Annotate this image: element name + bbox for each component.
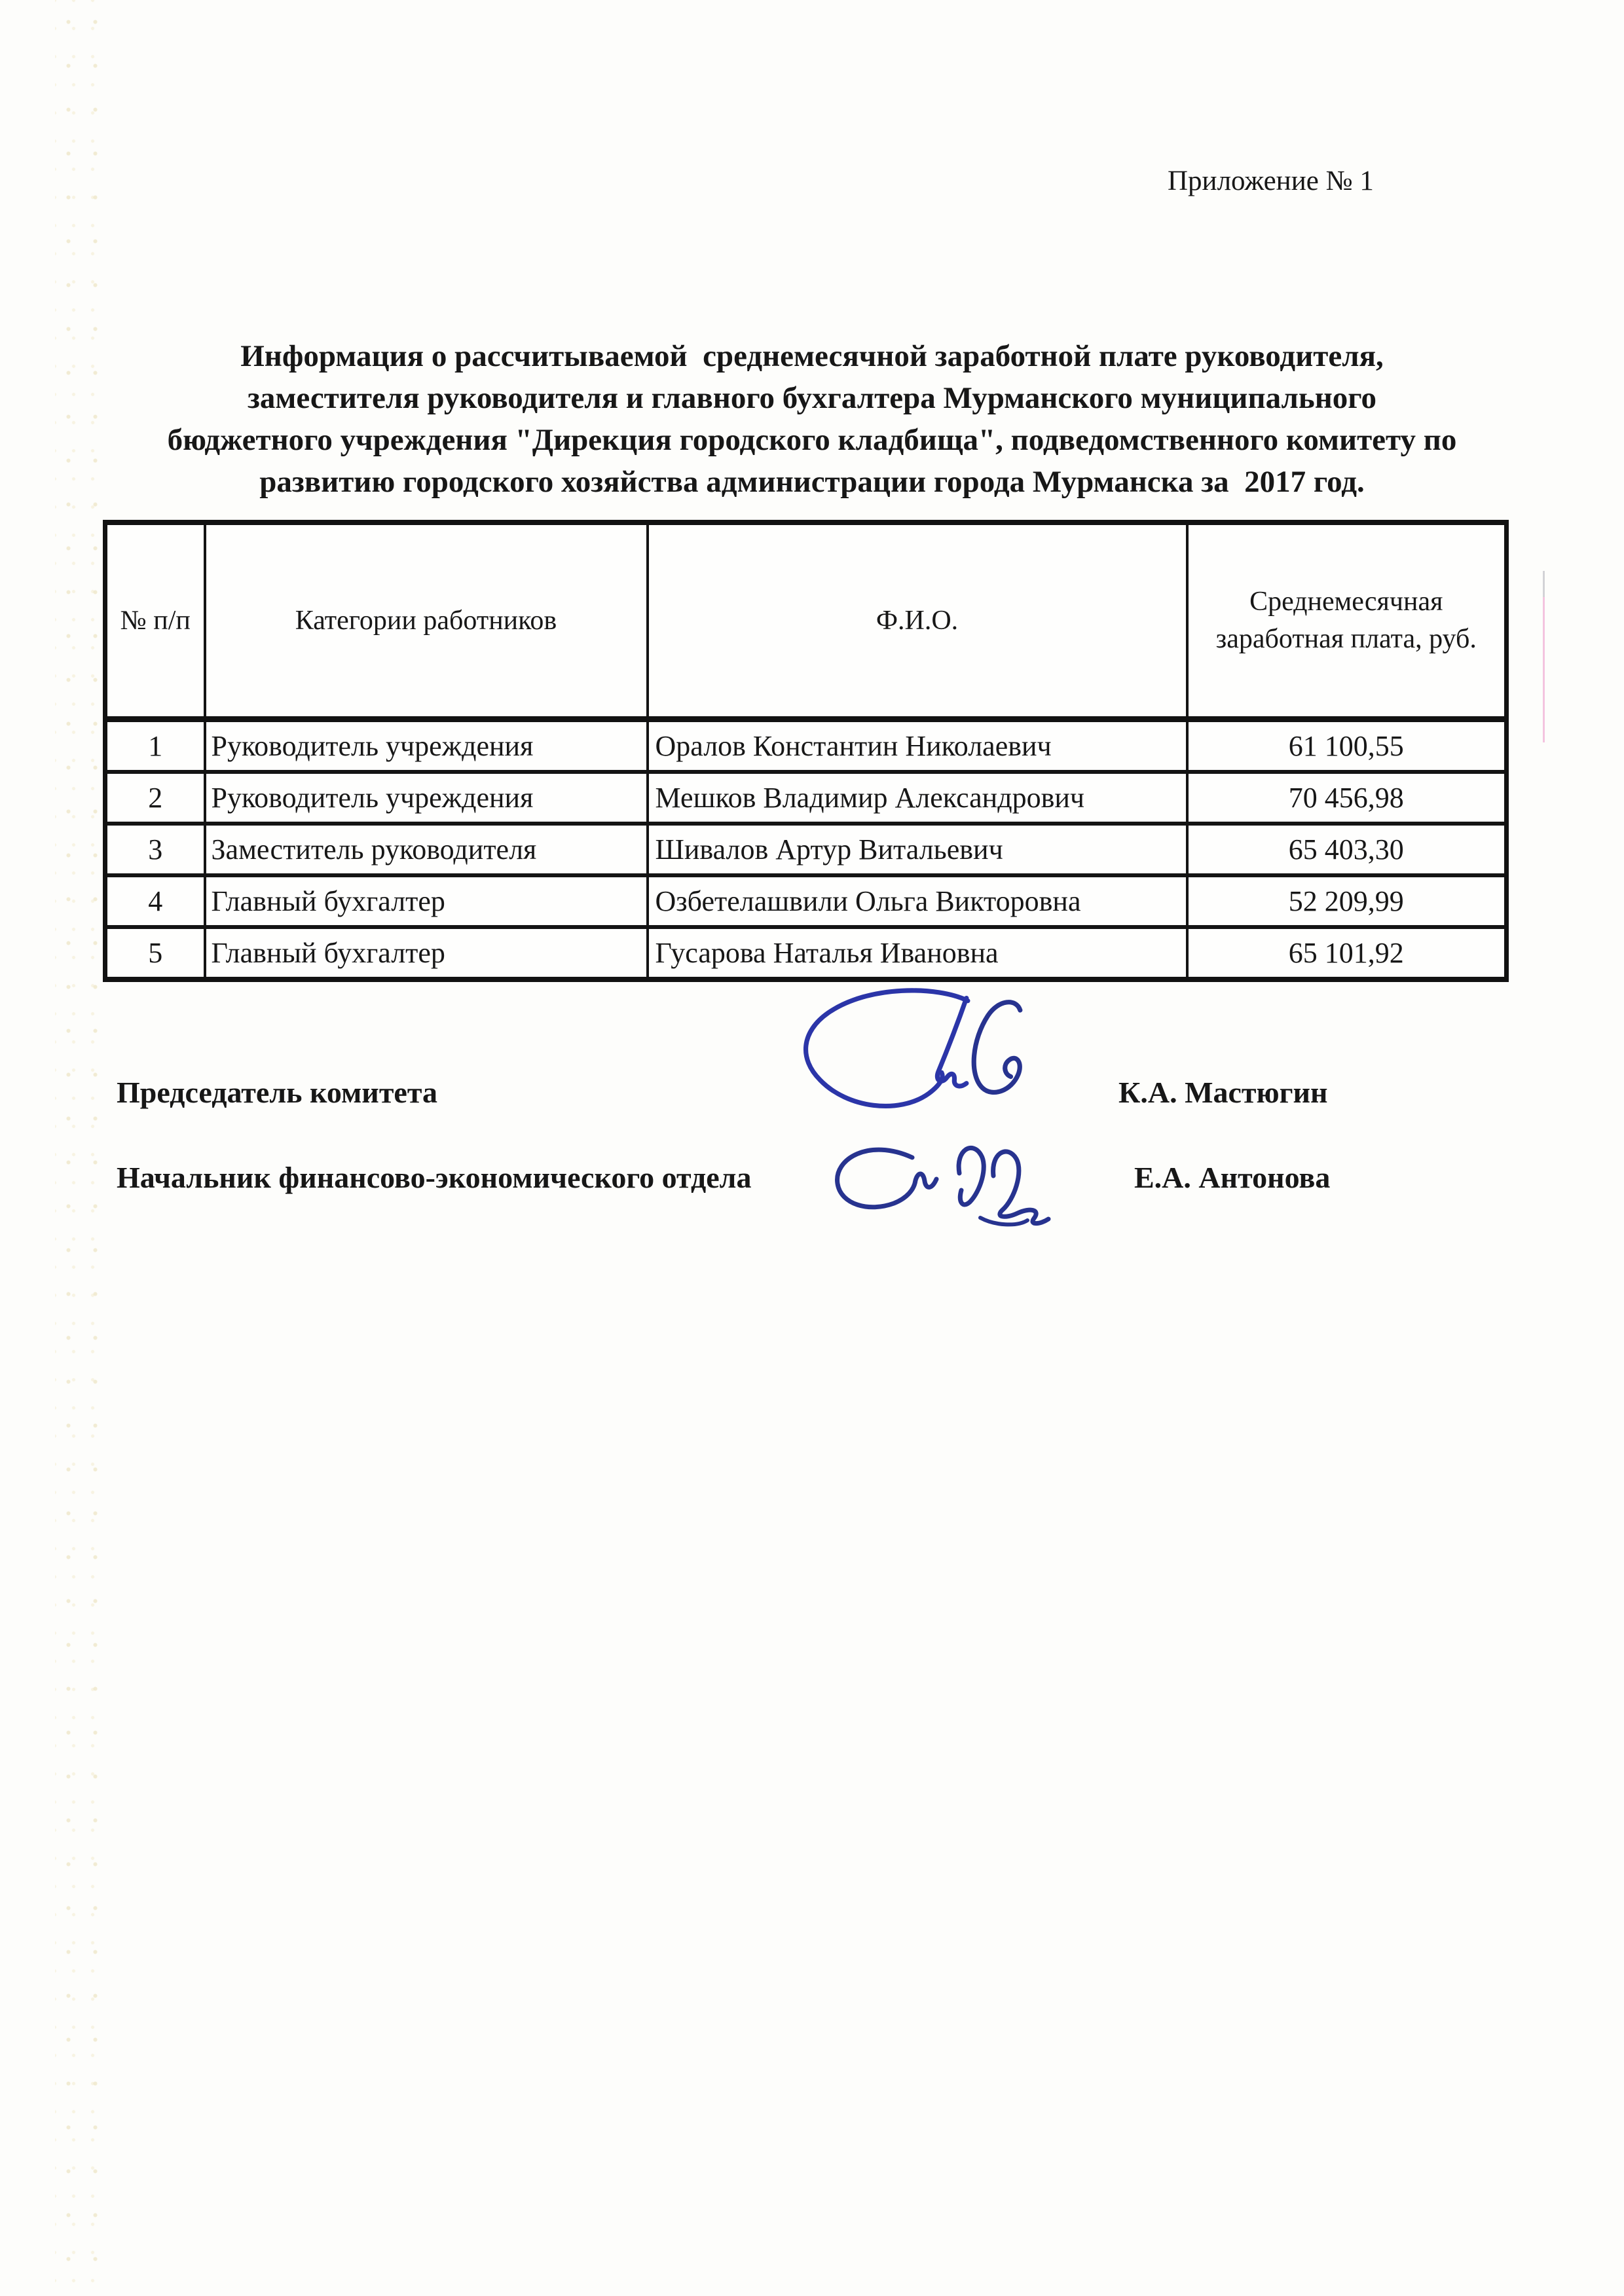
table-row xyxy=(105,875,1507,927)
table-row xyxy=(105,824,1507,875)
row-number-cell: 4 xyxy=(105,875,205,927)
table-row xyxy=(105,772,1507,824)
column-header-salary: Среднемесячная заработная плата, руб. xyxy=(1187,522,1507,720)
category-cell: Заместитель руководителя xyxy=(205,824,648,875)
fio-cell: Шивалов Артур Витальевич xyxy=(648,824,1187,875)
fio-cell: Гусарова Наталья Ивановна xyxy=(648,927,1187,979)
column-header-num: № п/п xyxy=(105,522,205,720)
scan-artifact-line xyxy=(1543,571,1545,742)
row-number-cell: 5 xyxy=(105,927,205,979)
row-number-cell: 2 xyxy=(105,772,205,824)
category-cell: Главный бухгалтер xyxy=(205,875,648,927)
table-row xyxy=(105,927,1507,979)
salary-table xyxy=(103,520,1509,982)
salary-cell: 61 100,55 xyxy=(1187,720,1507,773)
signature-role-label: Начальник финансово-экономического отдела xyxy=(117,1161,752,1194)
title-line: Информация о рассчитываемой среднемесячной заработной плате руководителя, xyxy=(240,339,1384,373)
signature-ink-mastyugin xyxy=(796,983,1038,1118)
signatory-name: К.А. Мастюгин xyxy=(1118,1076,1328,1109)
fio-cell: Озбетелашвили Ольга Викторовна xyxy=(648,875,1187,927)
table-header-row xyxy=(105,522,1507,720)
signature-role-label: Председатель комитета xyxy=(117,1076,437,1109)
row-number-cell: 1 xyxy=(105,720,205,773)
title-line: бюджетного учреждения "Дирекция городского кладбища", подведомственного комитету по xyxy=(167,423,1457,457)
category-cell: Главный бухгалтер xyxy=(205,927,648,979)
signature-ink-antonova xyxy=(822,1134,1084,1232)
column-header-category: Категории работников xyxy=(205,522,648,720)
category-cell: Руководитель учреждения xyxy=(205,772,648,824)
title-line: развитию городского хозяйства администрации города Мурманска за 2017 год. xyxy=(259,465,1365,499)
column-header-fio: Ф.И.О. xyxy=(648,522,1187,720)
salary-cell: 65 403,30 xyxy=(1187,824,1507,875)
salary-cell: 52 209,99 xyxy=(1187,875,1507,927)
fio-cell: Оралов Константин Николаевич xyxy=(648,720,1187,773)
signatory-name: Е.А. Антонова xyxy=(1134,1161,1331,1194)
table-row xyxy=(105,720,1507,773)
title-line: заместителя руководителя и главного бухгалтера Мурманского муниципального xyxy=(248,381,1376,415)
row-number-cell: 3 xyxy=(105,824,205,875)
document-title xyxy=(0,335,1624,503)
appendix-label: Приложение № 1 xyxy=(1168,166,1374,196)
category-cell: Руководитель учреждения xyxy=(205,720,648,773)
salary-cell: 65 101,92 xyxy=(1187,927,1507,979)
salary-cell: 70 456,98 xyxy=(1187,772,1507,824)
fio-cell: Мешков Владимир Александрович xyxy=(648,772,1187,824)
